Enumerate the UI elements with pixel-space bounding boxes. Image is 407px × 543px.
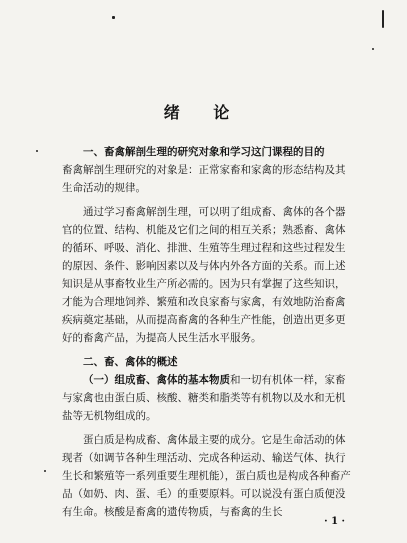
document-body bbox=[62, 143, 352, 521]
section-heading-2: 二、畜、禽体的概述 bbox=[83, 356, 178, 368]
subsection-label: （一）组成畜、禽体的基本物质 bbox=[83, 374, 230, 386]
scan-mark bbox=[36, 150, 38, 152]
page-title: 绪 论 bbox=[163, 103, 244, 122]
paragraph: 畜禽解剖生理研究的对象是：正常家畜和家禽的形态结构及其生命活动的规律。 bbox=[62, 164, 346, 194]
scan-mark bbox=[112, 16, 115, 19]
paragraph: 蛋白质是构成畜、禽体最主要的成分。它是生命活动的体现者（如调节各种生理活动、完成各种运动、输送气体、执行生长和繁殖等一系列重要生理机能），蛋白质也是构成各种畜产品（如奶、肉、蛋、毛）的重要原料。可以说没有蛋白质便没有生命。核酸是畜禽的遗传物质，与畜禽的生长 bbox=[62, 434, 351, 518]
subsection-text: 和一切有机体一样，家畜与家禽也由蛋白质、核酸、糖类和脂类等有机物以及水和无机盐等无机物组成的。 bbox=[62, 374, 346, 422]
scan-mark bbox=[382, 10, 384, 28]
page-number: · 1 · bbox=[324, 516, 345, 527]
scan-mark bbox=[44, 470, 46, 472]
paragraph bbox=[62, 371, 352, 425]
section-heading-1: 一、畜禽解剖生理的研究对象和学习这门课程的目的 bbox=[83, 146, 325, 158]
paragraph: 通过学习畜禽解剖生理，可以明了组成畜、禽体的各个器官的位置、结构、机能及它们之间的相互关系；熟悉畜、禽体的循环、呼吸、消化、排泄、生殖等生理过程和这些过程发生的原因、条件、影响因素以及与体内外各方面的关系。而上述知识是从事畜牧业生产所必需的。因为只有掌握了这些知识，才能为合理地饲养、繁殖和改良家畜与家禽，有效地防治畜禽疾病奠定基础，从而提高畜禽的各种生产性能，创造出更多更好的畜禽产品，为提高人民生活水平服务。 bbox=[62, 206, 346, 344]
scan-mark bbox=[372, 48, 374, 50]
